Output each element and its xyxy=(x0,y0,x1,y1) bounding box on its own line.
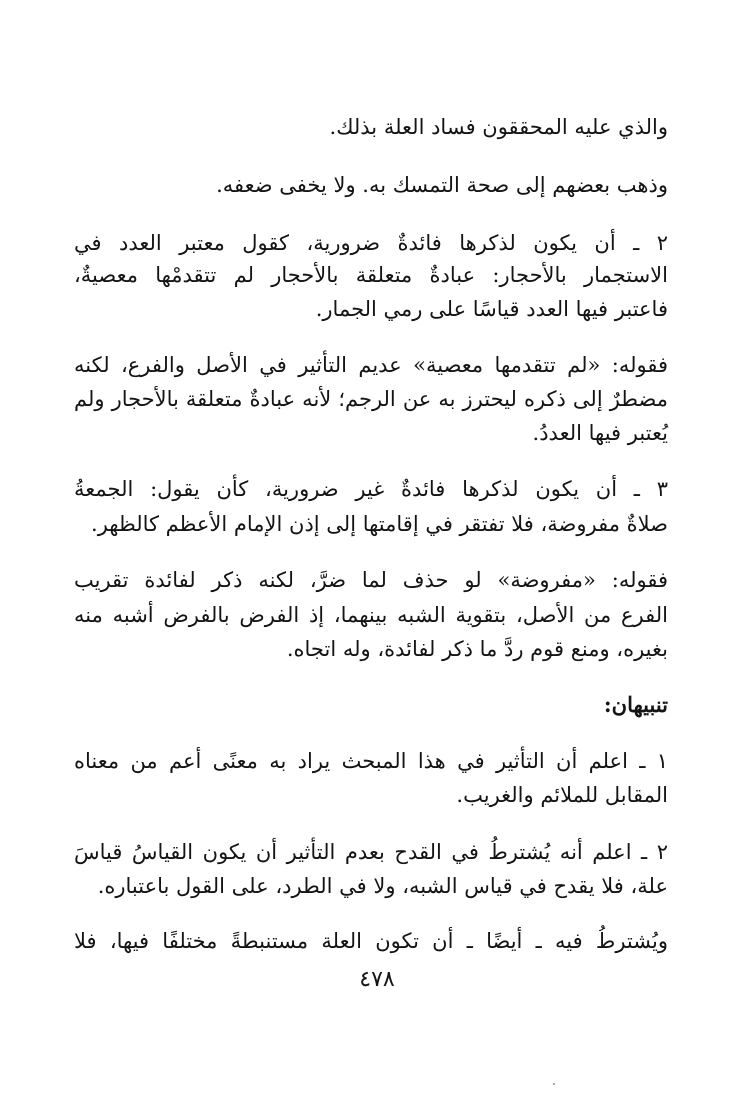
text-line: بغيره، ومنع قوم ردَّ ما ذكر لفائدة، وله اتجاه. xyxy=(286,637,668,661)
section-heading: تنبيهان: xyxy=(603,692,668,717)
page-number: ٤٧٨ xyxy=(359,967,395,992)
text-line: الاستجمار بالأحجار: عبادةٌ متعلقة بالأحجار لم تتقدمْها معصيةٌ، xyxy=(74,263,668,287)
text-line: والذي عليه المحققون فساد العلة بذلك. xyxy=(329,115,668,139)
text-line: ويُشترطُ فيه ـ أيضًا ـ أن تكون العلة مستنبطةً مختلفًا فيها، فلا xyxy=(74,929,668,953)
text-line: مضطرٌ إلى ذكره ليحترز به عن الرجم؛ لأنه عبادةٌ متعلقة بالأحجار ولم xyxy=(74,387,668,411)
text-line: فاعتبر فيها العدد قياسًا على رمي الجمار. xyxy=(315,297,668,321)
text-line: وذهب بعضهم إلى صحة التمسك به. ولا يخفى ضعفه. xyxy=(216,173,668,197)
text-line: فقوله: «مفروضة» لو حذف لما ضرَّ، لكنه ذكر لفائدة تقريب xyxy=(74,568,668,592)
text-line: فقوله: «لم تتقدمها معصية» عديم التأثير في الأصل والفرع، لكنه xyxy=(74,353,668,377)
text-line: الفرع من الأصل، بتقوية الشبه بينهما، إذ الفرض بالفرض أشبه منه xyxy=(74,603,668,627)
text-line: علة، فلا يقدح في قياس الشبه، ولا في الطرد، على القول باعتباره. xyxy=(97,874,668,898)
text-line: ٢ ـ اعلم أنه يُشترطُ في القدح بعدم التأثير أن يكون القياسُ قياسَ xyxy=(74,840,668,864)
text-line: المقابل للملائم والغريب. xyxy=(456,783,668,807)
text-line: يُعتبر فيها العددُ. xyxy=(532,421,668,445)
text-line: ٢ ـ أن يكون لذكرها فائدةٌ ضرورية، كقول معتبر العدد في xyxy=(74,231,668,255)
text-line: صلاةٌ مفروضة، فلا تفتقر في إقامتها إلى إذن الإمام الأعظم كالظهر. xyxy=(91,512,668,536)
text-line: ٣ ـ أن يكون لذكرها فائدةٌ غير ضرورية، كأن يقول: الجمعةُ xyxy=(74,477,668,501)
text-line: ١ ـ اعلم أن التأثير في هذا المبحث يراد به معنًى أعم من معناه xyxy=(74,749,668,773)
scan-speck xyxy=(553,1083,555,1085)
